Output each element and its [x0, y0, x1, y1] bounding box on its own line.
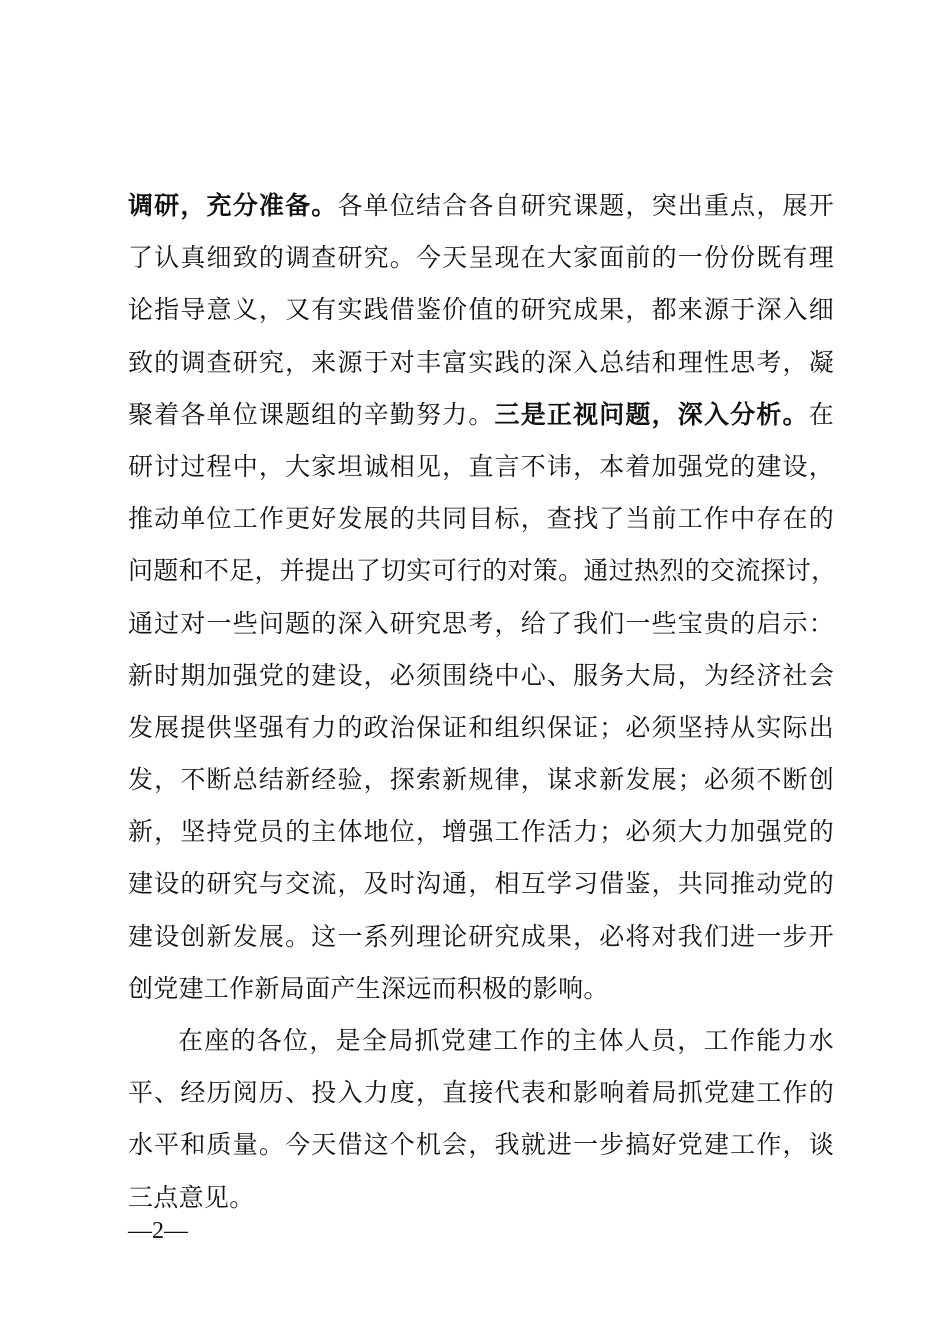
text-line: [128, 1067, 834, 1119]
text-line: [128, 1119, 834, 1171]
text-line: [128, 232, 834, 284]
text-segment: 新，坚持党员的主体地位，增强工作活力；必须大力加强党的: [128, 817, 834, 847]
text-segment: 新时期加强党的建设，必须围绕中心、服务大局，为经济社会: [128, 660, 834, 690]
bold-heading-text: 调研，充分准备。: [128, 191, 338, 220]
text-segment: 发展提供坚强有力的政治保证和组织保证；必须坚持从实际出: [128, 712, 834, 742]
text-segment: 问题和不足，并提出了切实可行的对策。通过热烈的交流探讨，: [128, 556, 837, 586]
body-text: [128, 180, 837, 1224]
text-segment: 研讨过程中，大家坦诚相见，直言不讳，本着加强党的建设，: [128, 451, 834, 481]
text-line: [128, 963, 834, 1015]
text-segment: 论指导意义，又有实践借鉴价值的研究成果，都来源于深入细: [128, 295, 834, 325]
page-number: —2—: [128, 1218, 188, 1244]
text-segment: 各单位结合各自研究课题，突出重点，展开: [337, 191, 835, 220]
text-line: [128, 911, 834, 963]
text-line: [128, 389, 834, 441]
text-line: [128, 545, 837, 597]
text-line: [128, 337, 834, 389]
text-line: [128, 858, 834, 910]
text-line: [128, 806, 834, 858]
text-segment: 建设创新发展。这一系列理论研究成果，必将对我们进一步开: [128, 921, 834, 951]
text-segment: 平、经历阅历、投入力度，直接代表和影响着局抓党建工作的: [128, 1078, 834, 1108]
text-segment: 建设的研究与交流，及时沟通，相互学习借鉴，共同推动党的: [128, 869, 834, 899]
text-line: [128, 493, 834, 545]
text-segment: 致的调查研究，来源于对丰富实践的深入总结和理性思考，凝: [128, 347, 834, 377]
text-segment: 创党建工作新局面产生深远而积极的影响。: [128, 973, 609, 1003]
bold-heading-text: 三是正视问题，深入分析。: [494, 399, 809, 429]
text-segment: 在座的各位，是全局抓党建工作的主体人员，工作能力水: [178, 1026, 834, 1055]
text-segment: 推动单位工作更好发展的共同目标，查找了当前工作中存在的: [128, 504, 834, 534]
text-segment: 聚着各单位课题组的辛勤努力。: [128, 399, 495, 429]
text-line: [128, 702, 834, 754]
text-line: [128, 1172, 834, 1224]
text-segment: 三点意见。: [128, 1182, 255, 1212]
text-segment: 通过对一些问题的深入研究思考，给了我们一些宝贵的启示：: [128, 608, 834, 638]
text-segment: 水平和质量。今天借这个机会，我就进一步搞好党建工作，谈: [128, 1130, 834, 1160]
text-line: [128, 284, 834, 336]
text-segment: 发，不断总结新经验，探索新规律，谋求新发展；必须不断创: [128, 765, 834, 795]
text-line: [128, 1015, 834, 1067]
text-line: [128, 754, 834, 806]
text-line: [128, 598, 834, 650]
text-line: [128, 650, 834, 702]
text-line: [128, 180, 834, 232]
text-line: [128, 441, 834, 493]
text-segment: 在: [808, 399, 835, 429]
text-segment: 了认真细致的调查研究。今天呈现在大家面前的一份份既有理: [128, 243, 834, 273]
